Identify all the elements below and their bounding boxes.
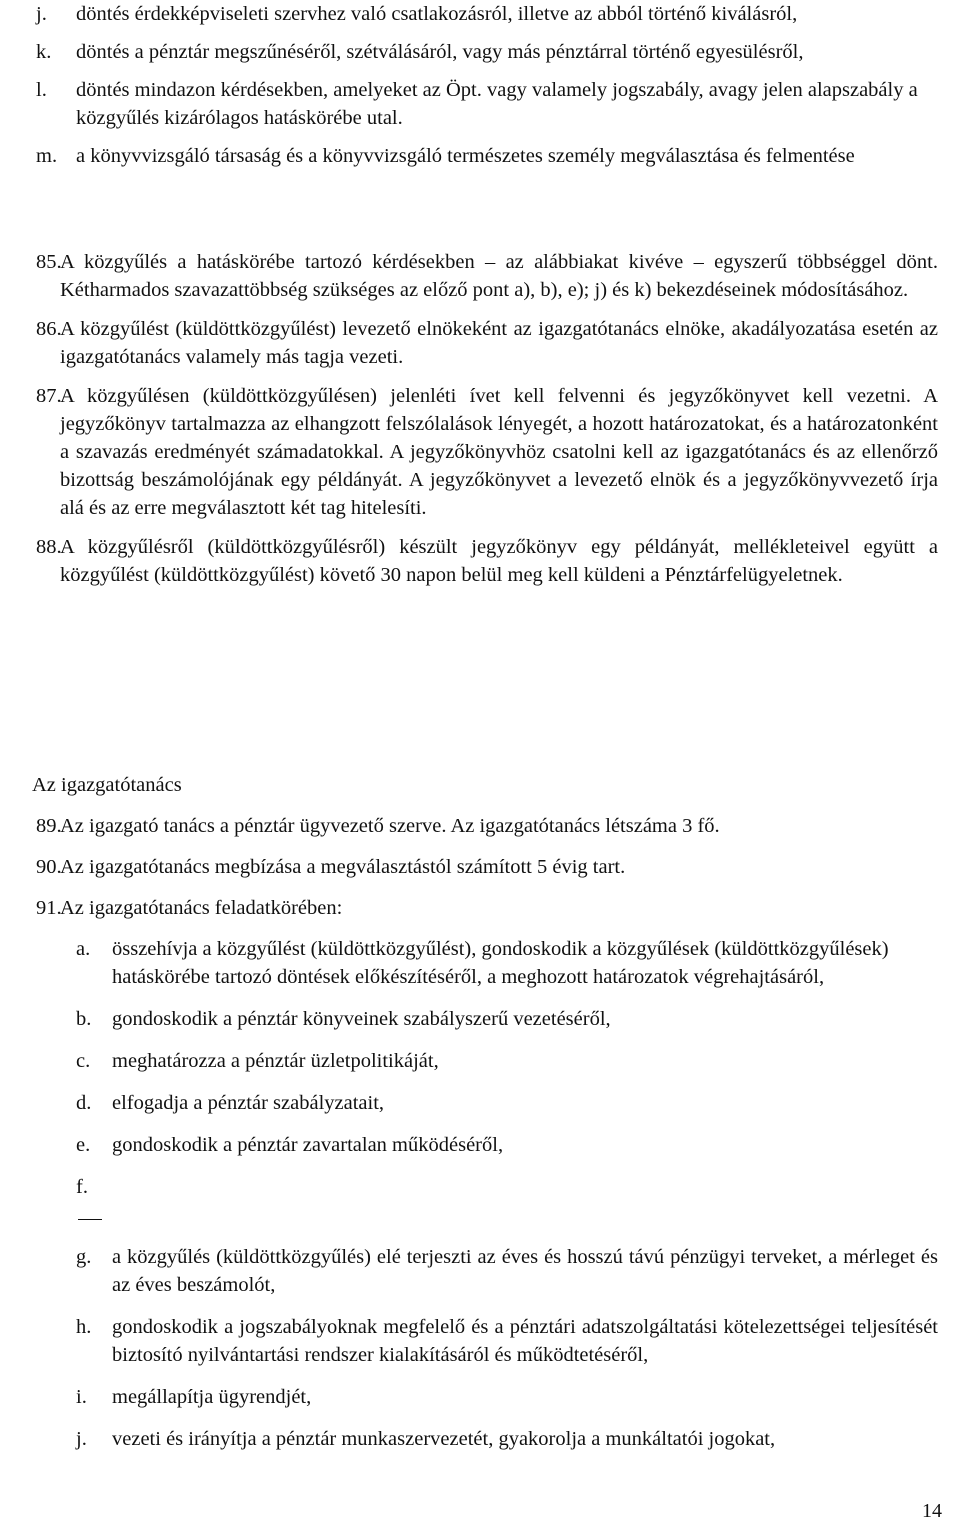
paragraph — [36, 853, 938, 881]
item-text: döntés mindazon kérdésekben, amelyeket az Öpt. vagy valamely jogszabály, avagy jelen alapszabály a közgyűlés kizárólagos hatáskörébe utal. — [76, 79, 918, 129]
paragraph-number: 88. — [36, 536, 62, 558]
list-item — [76, 935, 938, 991]
list-decisions — [36, 0, 938, 180]
item-text: döntés a pénztár megszűnéséről, szétválásáról, vagy más pénztárral történő egyesülésről, — [76, 41, 804, 63]
item-label: k. — [36, 41, 52, 63]
paragraph — [36, 315, 938, 371]
item-label: a. — [76, 938, 91, 960]
item-label: j. — [76, 1428, 87, 1450]
page-number: 14 — [922, 1500, 942, 1522]
paragraph-text: A közgyűlést (küldöttközgyűlést) levezető elnökeként az igazgatótanács elnöke, akadályozatása esetén az igazgatótanács valamely más tagja vezeti. — [60, 318, 938, 368]
item-text: gondoskodik a pénztár zavartalan működéséről, — [112, 1134, 504, 1156]
paragraph-text: Az igazgatótanács megbízása a megválasztástól számított 5 évig tart. — [60, 856, 626, 878]
list-item — [76, 1313, 938, 1369]
item-text: gondoskodik a pénztár könyveinek szabályszerű vezetéséről, — [112, 1008, 611, 1030]
duties-list — [76, 935, 938, 1453]
item-text: megállapítja ügyrendjét, — [112, 1386, 312, 1408]
item-label: i. — [76, 1386, 87, 1408]
paragraph-text: A közgyűlésről (küldöttközgyűlésről) készült jegyzőkönyv egy példányát, mellékleteivel együtt a közgyűlést (küldöttközgyűlést) követő 30 napon belül meg kell küldeni a Pénztárfelügyeletnek. — [60, 536, 938, 586]
item-label: e. — [76, 1134, 91, 1156]
list-item — [76, 1089, 938, 1117]
item-label-text: f. — [76, 1176, 88, 1198]
item-label: d. — [76, 1092, 92, 1114]
item-label: h. — [76, 1316, 92, 1338]
paragraph-text: A közgyűlés a hatáskörébe tartozó kérdésekben – az alábbiakat kivéve – egyszerű többséggel dönt. Kétharmados szavazattöbbség szükséges az előző pont a), b), e); j) és k) bekezdéseinek módosításához. — [60, 251, 938, 301]
paragraph-text: Az igazgatótanács feladatkörében: — [60, 897, 343, 919]
board-section — [36, 812, 938, 1467]
item-label — [76, 1173, 112, 1229]
paragraph-number: 91. — [36, 897, 62, 919]
list-item — [36, 76, 938, 132]
item-label: m. — [36, 145, 58, 167]
paragraph-text: Az igazgató tanács a pénztár ügyvezető szerve. Az igazgatótanács létszáma 3 fő. — [60, 815, 720, 837]
item-text: elfogadja a pénztár szabályzatait, — [112, 1092, 385, 1114]
item-text: döntés érdekképviseleti szervhez való csatlakozásról, illetve az abból történő kiválásról, — [76, 3, 798, 25]
list-item — [76, 1131, 938, 1159]
list-item-deleted — [76, 1173, 938, 1229]
paragraph — [36, 894, 938, 922]
item-text: vezeti és irányítja a pénztár munkaszervezetét, gyakorolja a munkáltatói jogokat, — [112, 1428, 776, 1450]
section-heading: Az igazgatótanács — [32, 774, 182, 796]
item-text: meghatározza a pénztár üzletpolitikáját, — [112, 1050, 439, 1072]
item-label: b. — [76, 1008, 92, 1030]
item-label: l. — [36, 79, 47, 101]
list-item — [76, 1383, 938, 1411]
paragraph-number: 90. — [36, 856, 62, 878]
item-text: a közgyűlés (küldöttközgyűlés) elé terjeszti az éves és hosszú távú pénzügyi terveket, a mérleget és az éves beszámolót, — [112, 1246, 938, 1296]
numbered-paragraphs — [36, 248, 938, 600]
list-item — [36, 142, 938, 170]
list-item — [76, 1005, 938, 1033]
list-item — [36, 38, 938, 66]
list-item — [76, 1047, 938, 1075]
item-text: a könyvvizsgáló társaság és a könyvvizsgáló természetes személy megválasztása és felmentése — [76, 145, 855, 167]
item-text: összehívja a közgyűlést (küldöttközgyűlést), gondoskodik a közgyűlések (küldöttközgyűlések) hatáskörébe tartozó döntések előkészítéséről, a meghozott határozatok végrehajtásáról, — [112, 938, 889, 988]
list-item — [76, 1425, 938, 1453]
paragraph-number: 85. — [36, 251, 62, 273]
item-label: c. — [76, 1050, 91, 1072]
list-item — [76, 1243, 938, 1299]
item-label: j. — [36, 3, 47, 25]
item-label: g. — [76, 1246, 92, 1268]
paragraph-number: 89. — [36, 815, 62, 837]
paragraph — [36, 812, 938, 840]
paragraph — [36, 533, 938, 589]
list-item — [36, 0, 938, 28]
paragraph — [36, 248, 938, 304]
strike-line — [78, 1219, 102, 1220]
paragraph-text: A közgyűlésen (küldöttközgyűlésen) jelenléti ívet kell felvenni és jegyzőkönyvet kell vezetni. A jegyzőkönyv tartalmazza az elhangzott felszólalások lényegét, a hozott határozatokat, és a határozatonként a szavazás eredményét számadatokkal. A jegyzőkönyvhöz csatolni kell az igazgatótanács és az ellenőrző bizottság beszámolójának egy példányát. A jegyzőkönyvet a levezető elnök és a jegyzőkönyvvezető írja alá és az erre megválasztott két tag hitelesíti. — [60, 385, 938, 519]
item-text: gondoskodik a jogszabályoknak megfelelő és a pénztári adatszolgáltatási kötelezettségei teljesítését biztosító nyilvántartási rendszer kialakításáról és működtetéséről, — [112, 1316, 938, 1366]
paragraph-number: 87. — [36, 385, 62, 407]
paragraph-number: 86. — [36, 318, 62, 340]
paragraph — [36, 382, 938, 522]
